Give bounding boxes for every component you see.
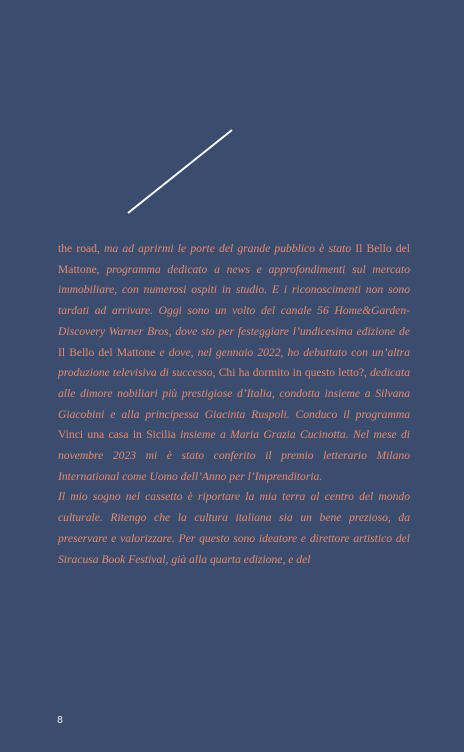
text-run: the road,: [58, 242, 105, 255]
paragraph-1: [58, 239, 410, 487]
text-run: Il Bello del Mattone: [58, 345, 160, 359]
page-number: 8: [57, 715, 64, 726]
text-run: dedicata alle dimore nobiliari più prestigiose d’Italia, condotta insieme a Silvana Giacobini e alla principessa Giacinta Ruspoli. Conduco il programma: [58, 366, 410, 421]
paragraph-2: [58, 487, 410, 570]
text-run: Il mio sogno nel cassetto è riportare la mia terra al centro del mondo culturale. Ritengo che la cultura italiana sia un bene prezioso, da preservare e valorizzare. Per questo sono ideatore e direttore artistico del Siracusa Book Festival, già alla quarta edizione, e del: [58, 490, 410, 566]
text-run: programma dedicato a news e approfondimenti sul mercato immobiliare, con numerosi ospiti in studio. E i riconoscimenti non sono tardati ad arrivare. Oggi sono un volto del canale 56 Home&Garden-Discovery Warner Bros, dove sto per festeggiare l’undicesima edizione de: [58, 262, 410, 338]
text-run: Chi ha dormito in questo letto?,: [218, 366, 371, 380]
diagonal-stroke: [128, 130, 232, 213]
text-run: Il Bello del Mattone,: [58, 242, 410, 276]
text-run: ma ad aprirmi le porte del grande pubblico è stato: [104, 242, 356, 255]
text-run: insieme a Maria Grazia Cucinotta. Nel mese di novembre 2023 mi è stato conferito il premio letterario Milano International come Uomo dell’Anno per l’Imprenditoria.: [58, 428, 410, 483]
body-text: [58, 239, 410, 570]
text-run: e dove, nel gennaio 2022, ho debuttato con un’altra produzione televisiva di successo,: [58, 345, 410, 380]
text-run: Vinci una casa in Sicilia: [58, 428, 181, 442]
